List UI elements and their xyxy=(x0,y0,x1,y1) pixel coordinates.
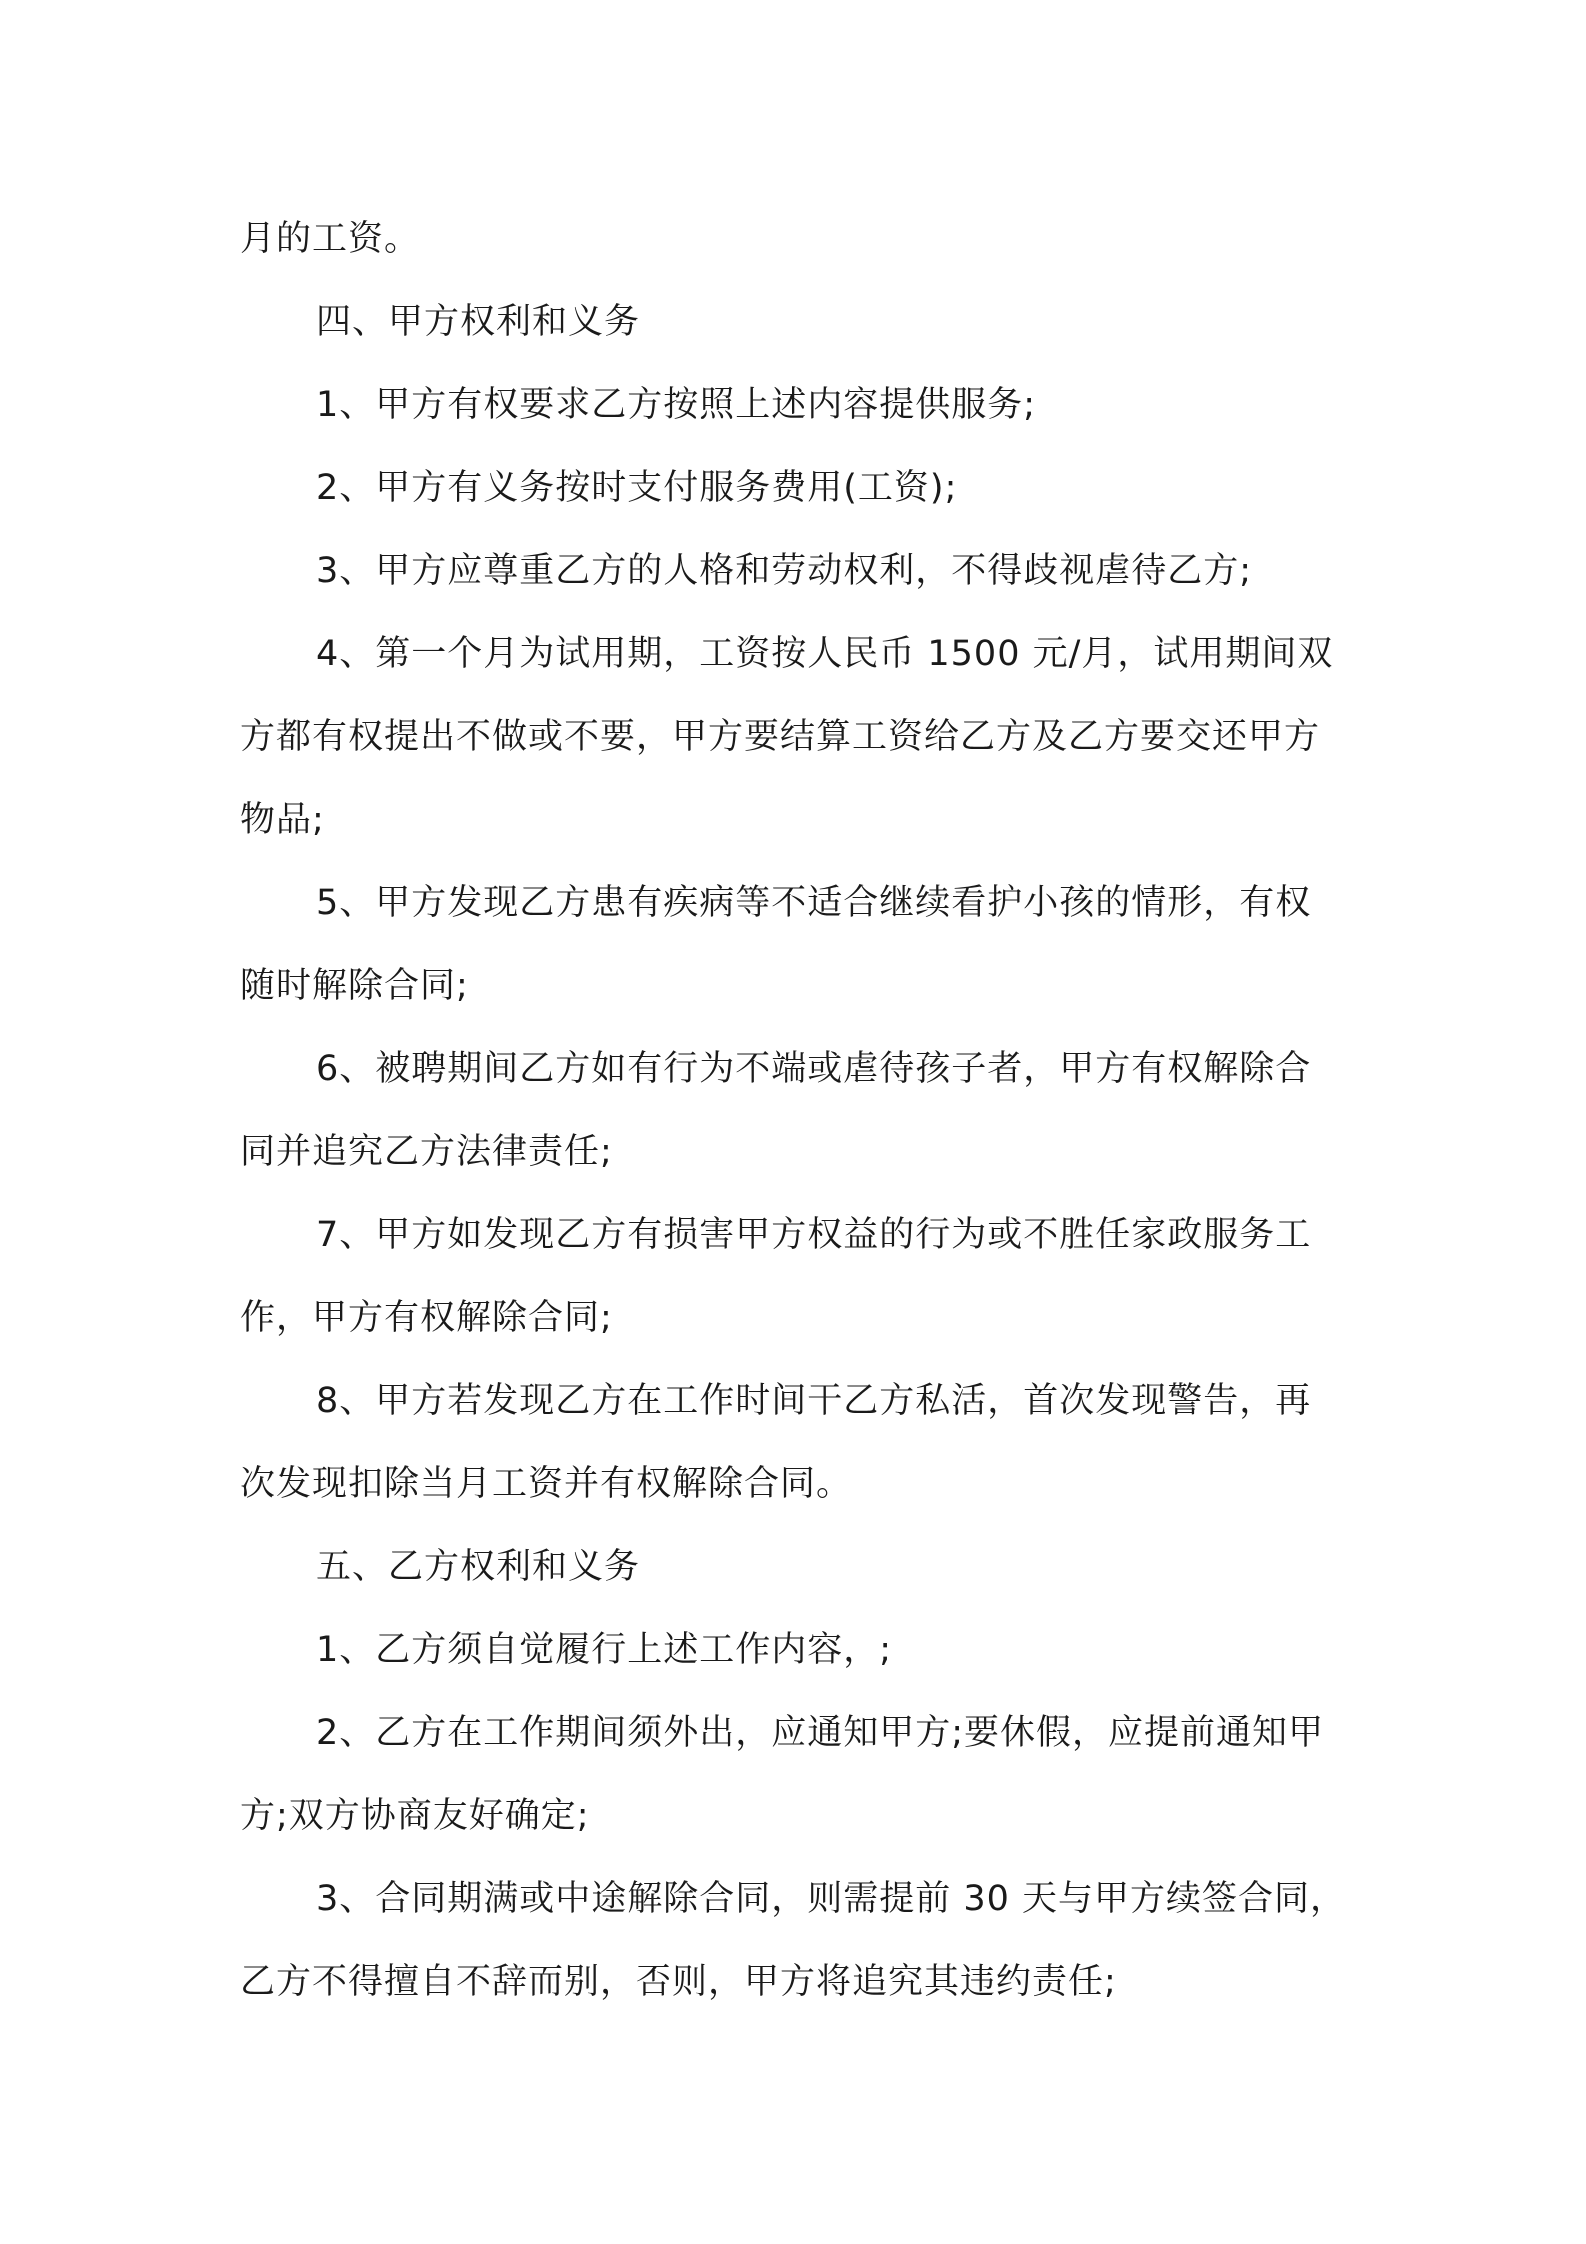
clause-4-7: 7、甲方如发现乙方有损害甲方权益的行为或不胜任家政服务工 xyxy=(316,1215,1312,1255)
text-line: 同并追究乙方法律责任; xyxy=(240,1132,613,1172)
clause-4-4: 4、第一个月为试用期，工资按人民币 1500 元/月，试用期间双 xyxy=(316,634,1334,674)
clause-4-5: 5、甲方发现乙方患有疾病等不适合继续看护小孩的情形，有权 xyxy=(316,883,1312,923)
text-line: 随时解除合同; xyxy=(240,966,469,1006)
text-line: 月的工资。 xyxy=(240,219,421,259)
clause-5-1: 1、乙方须自觉履行上述工作内容，; xyxy=(316,1630,893,1670)
section-heading-4: 四、甲方权利和义务 xyxy=(316,302,641,342)
section-heading-5: 五、乙方权利和义务 xyxy=(316,1547,641,1587)
clause-4-3: 3、甲方应尊重乙方的人格和劳动权利，不得歧视虐待乙方; xyxy=(316,551,1253,591)
clause-4-1: 1、甲方有权要求乙方按照上述内容提供服务; xyxy=(316,385,1037,425)
clause-4-2: 2、甲方有义务按时支付服务费用(工资); xyxy=(316,468,958,508)
text-line: 物品; xyxy=(240,800,325,840)
clause-5-2: 2、乙方在工作期间须外出，应通知甲方;要休假，应提前通知甲 xyxy=(316,1713,1325,1753)
clause-5-3: 3、合同期满或中途解除合同，则需提前 30 天与甲方续签合同， xyxy=(316,1879,1347,1919)
text-line: 作，甲方有权解除合同; xyxy=(240,1298,613,1338)
text-line: 方都有权提出不做或不要，甲方要结算工资给乙方及乙方要交还甲方 xyxy=(240,717,1321,757)
text-line: 乙方不得擅自不辞而别，否则，甲方将追究其违约责任; xyxy=(240,1962,1117,2002)
clause-4-6: 6、被聘期间乙方如有行为不端或虐待孩子者，甲方有权解除合 xyxy=(316,1049,1312,1089)
text-line: 次发现扣除当月工资并有权解除合同。 xyxy=(240,1464,853,1504)
clause-4-8: 8、甲方若发现乙方在工作时间干乙方私活，首次发现警告，再 xyxy=(316,1381,1312,1421)
text-line: 方;双方协商友好确定; xyxy=(240,1796,590,1836)
document-body xyxy=(240,198,1360,2024)
